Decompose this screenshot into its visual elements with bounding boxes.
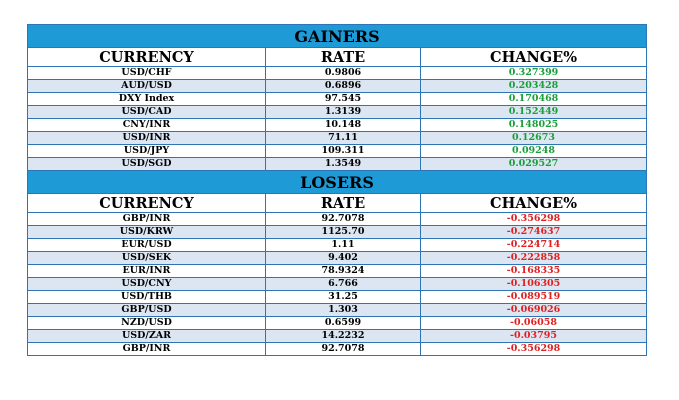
currency-cell: USD/CHF — [28, 67, 266, 80]
gainers-header-rate: RATE — [266, 48, 421, 67]
currency-cell: DXY Index — [28, 93, 266, 106]
gainers-row — [28, 145, 647, 158]
gainers-header-currency: CURRENCY — [28, 48, 266, 67]
rate-cell: 109.311 — [266, 145, 421, 158]
gainers-row — [28, 106, 647, 119]
losers-row — [28, 239, 647, 252]
losers-title: LOSERS — [28, 171, 647, 194]
rate-cell: 14.2232 — [266, 330, 421, 343]
change-cell: 0.327399 — [421, 67, 647, 80]
gainers-row — [28, 158, 647, 171]
losers-row — [28, 213, 647, 226]
rate-cell: 71.11 — [266, 132, 421, 145]
currency-cell: NZD/USD — [28, 317, 266, 330]
rate-cell: 9.402 — [266, 252, 421, 265]
losers-row — [28, 278, 647, 291]
losers-row — [28, 226, 647, 239]
currency-cell: USD/CNY — [28, 278, 266, 291]
gainers-row — [28, 80, 647, 93]
rate-cell: 0.6896 — [266, 80, 421, 93]
gainers-title: GAINERS — [28, 25, 647, 48]
currency-cell: USD/THB — [28, 291, 266, 304]
change-cell: -0.224714 — [421, 239, 647, 252]
currency-cell: USD/CAD — [28, 106, 266, 119]
losers-row — [28, 343, 647, 356]
currency-table-container — [27, 24, 646, 356]
currency-cell: USD/KRW — [28, 226, 266, 239]
currency-cell: CNY/INR — [28, 119, 266, 132]
rate-cell: 1.303 — [266, 304, 421, 317]
gainers-row — [28, 67, 647, 80]
losers-row — [28, 317, 647, 330]
change-cell: -0.06058 — [421, 317, 647, 330]
change-cell: 0.148025 — [421, 119, 647, 132]
losers-row — [28, 291, 647, 304]
rate-cell: 6.766 — [266, 278, 421, 291]
losers-row — [28, 330, 647, 343]
currency-cell: USD/JPY — [28, 145, 266, 158]
change-cell: -0.168335 — [421, 265, 647, 278]
currency-cell: AUD/USD — [28, 80, 266, 93]
rate-cell: 1.3549 — [266, 158, 421, 171]
currency-cell: USD/SGD — [28, 158, 266, 171]
rate-cell: 1.11 — [266, 239, 421, 252]
gainers-row — [28, 119, 647, 132]
rate-cell: 31.25 — [266, 291, 421, 304]
rate-cell: 78.9324 — [266, 265, 421, 278]
losers-column-headers — [28, 194, 647, 213]
currency-cell: GBP/INR — [28, 213, 266, 226]
rate-cell: 0.9806 — [266, 67, 421, 80]
change-cell: -0.03795 — [421, 330, 647, 343]
change-cell: -0.222858 — [421, 252, 647, 265]
rate-cell: 92.7078 — [266, 213, 421, 226]
currency-cell: USD/ZAR — [28, 330, 266, 343]
currency-table-body — [28, 25, 647, 356]
losers-header-currency: CURRENCY — [28, 194, 266, 213]
currency-cell: EUR/USD — [28, 239, 266, 252]
losers-row — [28, 265, 647, 278]
change-cell: -0.356298 — [421, 213, 647, 226]
rate-cell: 1125.70 — [266, 226, 421, 239]
currency-cell: USD/INR — [28, 132, 266, 145]
currency-cell: USD/SEK — [28, 252, 266, 265]
change-cell: 0.170468 — [421, 93, 647, 106]
change-cell: -0.069026 — [421, 304, 647, 317]
change-cell: 0.203428 — [421, 80, 647, 93]
gainers-row — [28, 93, 647, 106]
change-cell: -0.356298 — [421, 343, 647, 356]
change-cell: 0.029527 — [421, 158, 647, 171]
rate-cell: 97.545 — [266, 93, 421, 106]
currency-table — [27, 24, 647, 356]
losers-row — [28, 252, 647, 265]
gainers-row — [28, 132, 647, 145]
change-cell: 0.12673 — [421, 132, 647, 145]
change-cell: 0.09248 — [421, 145, 647, 158]
change-cell: -0.274637 — [421, 226, 647, 239]
change-cell: -0.089519 — [421, 291, 647, 304]
gainers-column-headers — [28, 48, 647, 67]
rate-cell: 10.148 — [266, 119, 421, 132]
rate-cell: 1.3139 — [266, 106, 421, 119]
losers-header-rate: RATE — [266, 194, 421, 213]
currency-cell: GBP/INR — [28, 343, 266, 356]
currency-cell: GBP/USD — [28, 304, 266, 317]
rate-cell: 92.7078 — [266, 343, 421, 356]
change-cell: -0.106305 — [421, 278, 647, 291]
losers-header-change: CHANGE% — [421, 194, 647, 213]
gainers-header-change: CHANGE% — [421, 48, 647, 67]
currency-cell: EUR/INR — [28, 265, 266, 278]
change-cell: 0.152449 — [421, 106, 647, 119]
losers-row — [28, 304, 647, 317]
losers-section-header — [28, 171, 647, 194]
gainers-section-header — [28, 25, 647, 48]
rate-cell: 0.6599 — [266, 317, 421, 330]
